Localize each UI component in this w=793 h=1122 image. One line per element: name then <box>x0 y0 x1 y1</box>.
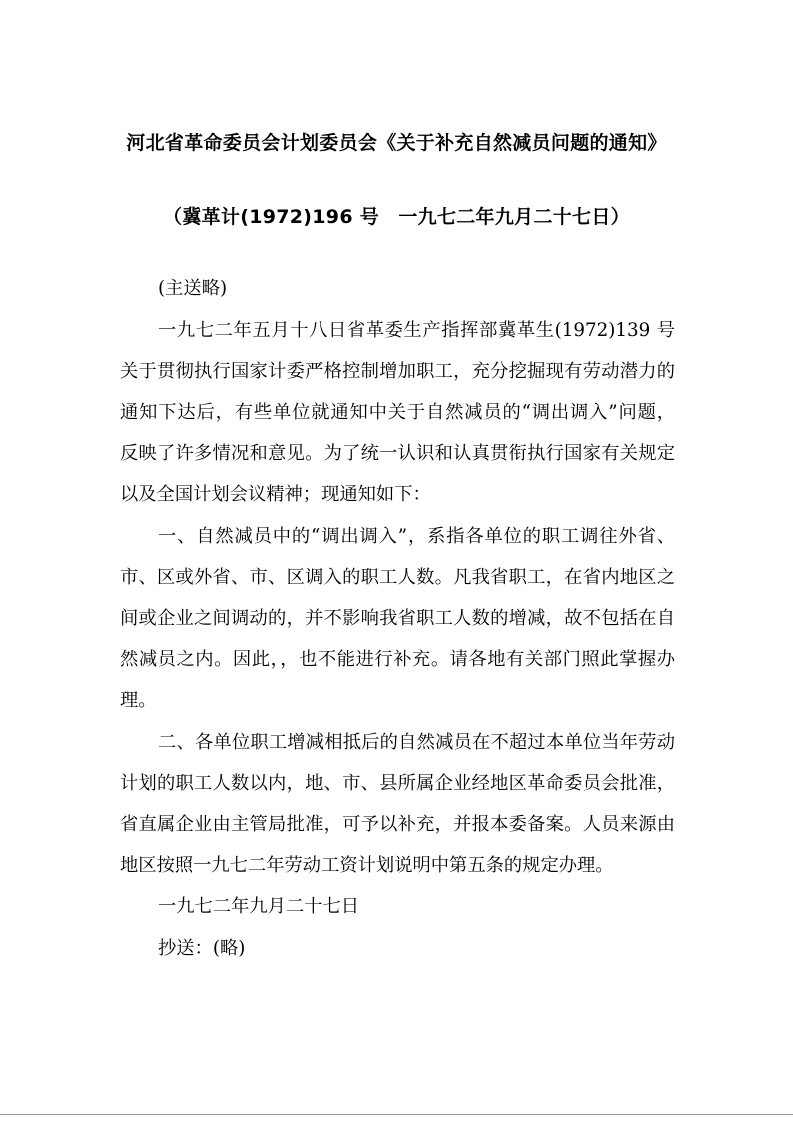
paragraph-line: 间或企业之间调动的，并不影响我省职工人数的增减，故不包括在自 <box>120 608 675 629</box>
paragraph-line: 通知下达后，有些单位就通知中关于自然减员的“调出调入”问题， <box>120 402 675 423</box>
paragraph-line: 计划的职工人数以内，地、市、县所属企业经地区革命委员会批准， <box>120 773 675 794</box>
paragraph-line: 反映了许多情况和意见。为了统一认识和认真贯衔执行国家有关规定 <box>120 443 675 464</box>
recipients-line: (主送略) <box>158 278 228 299</box>
paragraph-line: 关于贯彻执行国家计委严格控制增加职工，充分挖掘现有劳动潜力的 <box>120 361 675 382</box>
paragraph-line: 省直属企业由主管局批准，可予以补充，并报本委备案。人员来源由 <box>120 814 675 835</box>
date-line: 一九七二年九月二十七日 <box>158 896 360 917</box>
paragraph-line: 二、各单位职工增减相抵后的自然减员在不超过本单位当年劳动 <box>158 732 675 753</box>
paragraph-line: 一九七二年五月十八日省革委生产指挥部冀革生(1972)139 号 <box>158 320 675 341</box>
document-title: 河北省革命委员会计划委员会《关于补充自然减员问题的通知》 <box>126 132 667 154</box>
paragraph-line: 市、区或外省、市、区调入的职工人数。凡我省职工，在省内地区之 <box>120 567 675 588</box>
cc-line: 抄送：(略) <box>158 938 246 959</box>
paragraph-line: 然减员之内。因此，，也不能进行补充。请各地有关部门照此掌握办 <box>120 649 675 670</box>
document-subtitle: （冀革计(1972)196 号 一九七二年九月二十七日） <box>163 206 630 228</box>
paragraph-line: 地区按照一九七二年劳动工资计划说明中第五条的规定办理。 <box>120 855 614 876</box>
paragraph-line: 一、自然减员中的“调出调入”，系指各单位的职工调往外省、 <box>158 526 675 547</box>
page-bottom-divider <box>0 1114 793 1115</box>
paragraph-line: 以及全国计划会议精神；现通知如下： <box>120 484 431 505</box>
paragraph-line: 理。 <box>120 690 157 711</box>
